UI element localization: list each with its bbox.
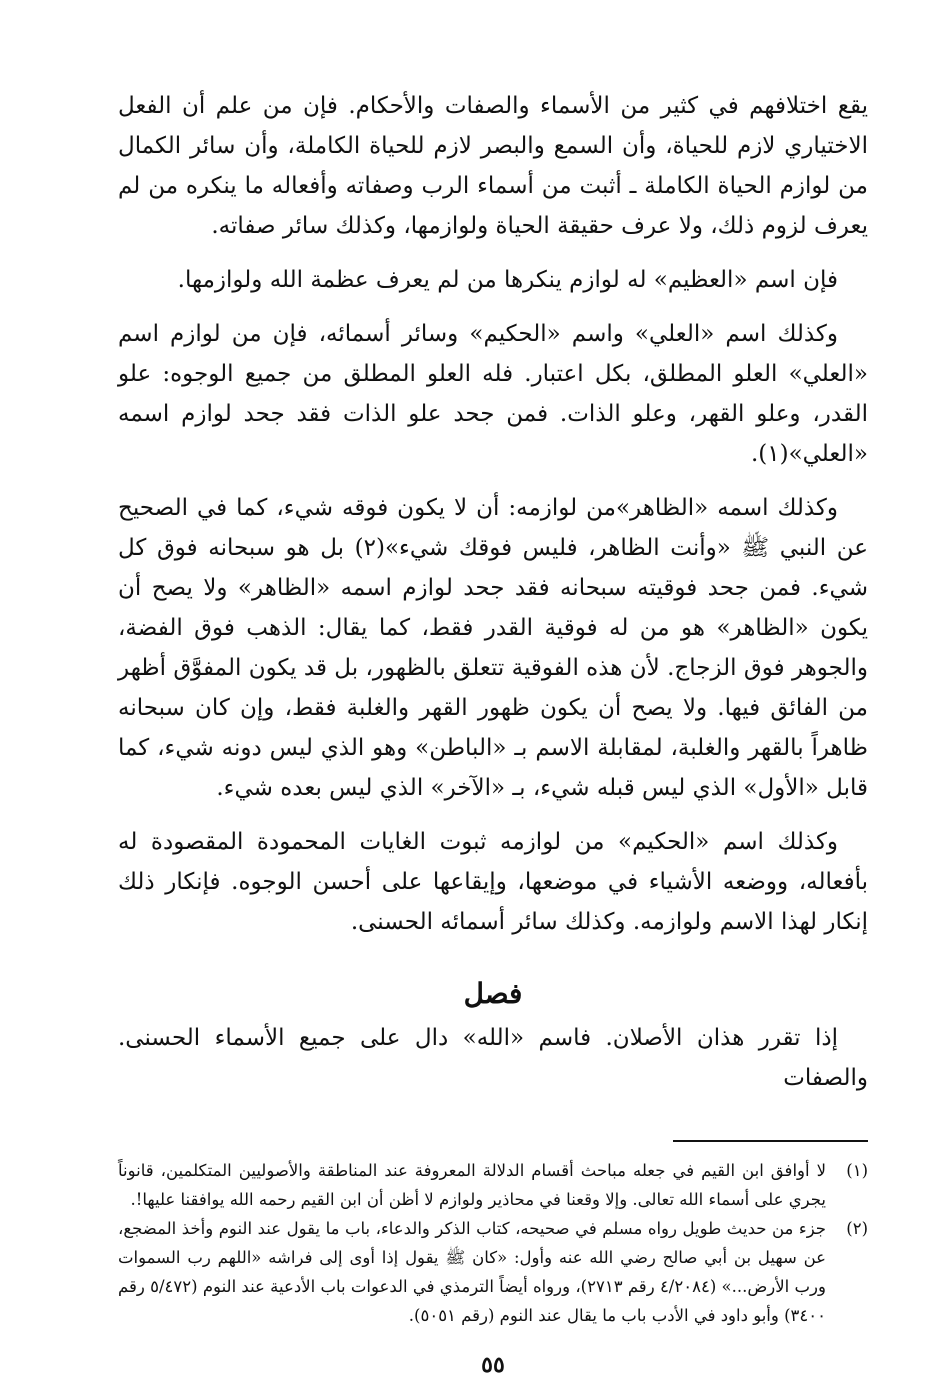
footnotes [118,1156,868,1330]
footnote-number: (٢) [846,1219,868,1238]
footnote-text: لا أوافق ابن القيم في جعله مباحث أقسام الدلالة المعروفة عند المناطقة والأصوليين المتكلمين، قانوناً يجري على أسماء الله تعالى. وإلا وقعنا في محاذير ولوازم لا أظن أن ابن القيم رحمه الله يوافقنا عليها!. [118,1161,826,1209]
footnote-text: جزء من حديث طويل رواه مسلم في صحيحه، كتاب الذكر والدعاء، باب ما يقول عند النوم وأخذ المضجع، عن سهيل بن أبي صالح رضي الله عنه وأول: «كان ﷺ يقول إذا أوى إلى فراشه «اللهم رب السموات ورب الأرض...» (٤/٢٠٨٤ رقم ٢٧١٣)، ورواه أيضاً الترمذي في الدعوات باب الأدعية عند النوم (٥/٤٧٢ رقم ٣٤٠٠) وأبو داود في الأدب باب ما يقال عند النوم (رقم ٥٠٥١). [118,1219,826,1325]
body-paragraph-1: يقع اختلافهم في كثير من الأسماء والصفات والأحكام. فإن من علم أن الفعل الاختياري لازم للحياة، وأن السمع والبصر لازم للحياة الكاملة، وأن سائر الكمال من لوازم الحياة الكاملة ـ أثبت من أسماء الرب وصفاته وأفعاله ما ينكره من لم يعرف لزوم ذلك، ولا عرف حقيقة الحياة ولوازمها، وكذلك سائر صفاته. [118,93,868,239]
body-paragraph-2: فإن اسم «العظيم» له لوازم ينكرها من لم يعرف عظمة الله ولوازمها. [177,267,838,293]
section-paragraph: إذا تقرر هذان الأصلان. فاسم «الله» دال على جميع الأسماء الحسنى. والصفات [118,1025,868,1091]
footnote-item [118,1214,868,1330]
section-heading: فصل [463,977,523,1010]
book-page [118,86,868,1378]
footnote-item [118,1156,868,1214]
body-paragraph-4: وكذلك اسمه «الظاهر»من لوازمه: أن لا يكون فوقه شيء، كما في الصحيح عن النبي ﷺ «وأنت الظاهر، فليس فوقك شيء»(٢) بل هو سبحانه فوق كل شيء. فمن جحد فوقيته سبحانه فقد جحد لوازم اسمه «الظاهر» ولا يصح أن يكون «الظاهر» هو من له فوقية القدر فقط، كما يقال: الذهب فوق الفضة، والجوهر فوق الزجاج. لأن هذه الفوقية تتعلق بالظهور، بل قد يكون المفوَّق أظهر من الفائق فيها. ولا يصح أن يكون ظهور القهر والغلبة فقط، وإن كان سبحانه ظاهراً بالقهر والغلبة، لمقابلة الاسم بـ «الباطن» وهو الذي ليس دونه شيء، كما قابل «الأول» الذي ليس قبله شيء، بـ «الآخر» الذي ليس بعده شيء. [118,495,868,801]
footnote-number: (١) [846,1161,868,1180]
footnote-divider [673,1140,868,1142]
body-paragraph-3: وكذلك اسم «العلي» واسم «الحكيم» وسائر أسمائه، فإن من لوازم اسم «العلي» العلو المطلق، بكل اعتبار. فله العلو المطلق من جميع الوجوه: علو القدر، وعلو القهر، وعلو الذات. فمن جحد علو الذات فقد جحد لوازم اسمه «العلي»(١). [118,321,868,467]
body-paragraph-5: وكذلك اسم «الحكيم» من لوازمه ثبوت الغايات المحمودة المقصودة له بأفعاله، ووضعه الأشياء في موضعها، وإيقاعها على أحسن الوجوه. فإنكار ذلك إنكار لهذا الاسم ولوازمه. وكذلك سائر أسمائه الحسنى. [118,829,868,935]
page-number: ٥٥ [481,1352,505,1378]
